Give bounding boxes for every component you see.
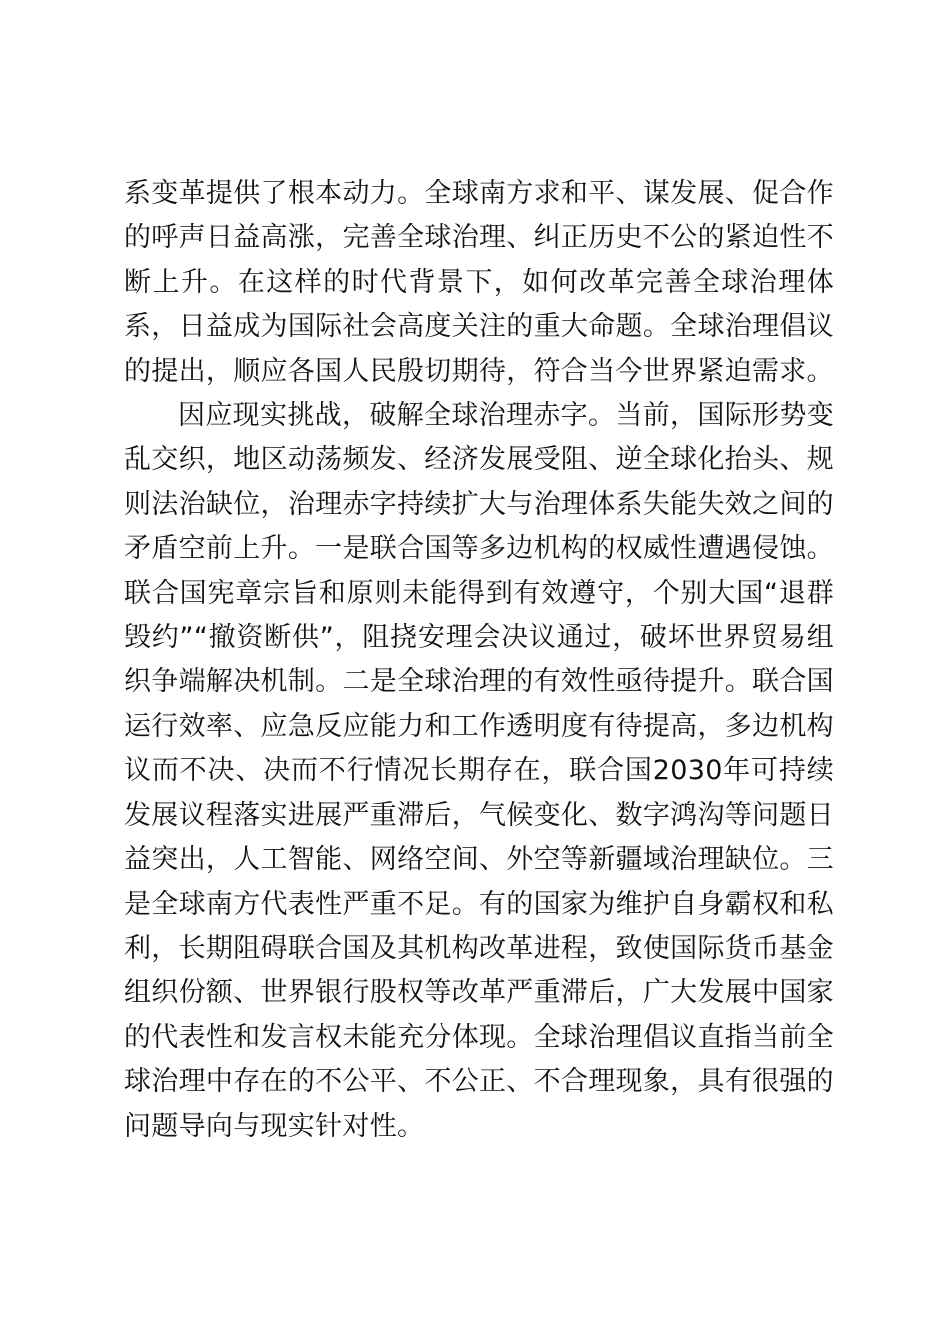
paragraph-continuation: 系变革提供了根本动力。全球南方求和平、谋发展、促合作的呼声日益高涨，完善全球治理、纠正历史不公的紧迫性不断上升。在这样的时代背景下，如何改革完善全球治理体系，日益成为国际社会高度关注的重大命题。全球治理倡议的提出，顺应各国人民殷切期待，符合当今世界紧迫需求。 [124, 178, 834, 387]
document-body [124, 172, 834, 1149]
paragraph-governance-challenges: 因应现实挑战，破解全球治理赤字。当前，国际形势变乱交织，地区动荡频发、经济发展受阻、逆全球化抬头、规则法治缺位，治理赤字持续扩大与治理体系失能失效之间的矛盾空前上升。一是联合国等多边机构的权威性遭遇侵蚀。联合国宪章宗旨和原则未能得到有效遵守，个别大国“退群毁约”“撤资断供”，阻挠安理会决议通过，破坏世界贸易组织争端解决机制。二是全球治理的有效性亟待提升。联合国运行效率、应急反应能力和工作透明度有待提高，多边机构议而不决、决而不行情况长期存在，联合国2030年可持续发展议程落实进展严重滞后，气候变化、数字鸿沟等问题日益突出，人工智能、网络空间、外空等新疆域治理缺位。三是全球南方代表性严重不足。有的国家为维护自身霸权和私利，长期阻碍联合国及其机构改革进程，致使国际货币基金组织份额、世界银行股权等改革严重滞后，广大发展中国家的代表性和发言权未能充分体现。全球治理倡议直指当前全球治理中存在的不公平、不公正、不合理现象，具有很强的问题导向与现实针对性。 [124, 400, 834, 1142]
